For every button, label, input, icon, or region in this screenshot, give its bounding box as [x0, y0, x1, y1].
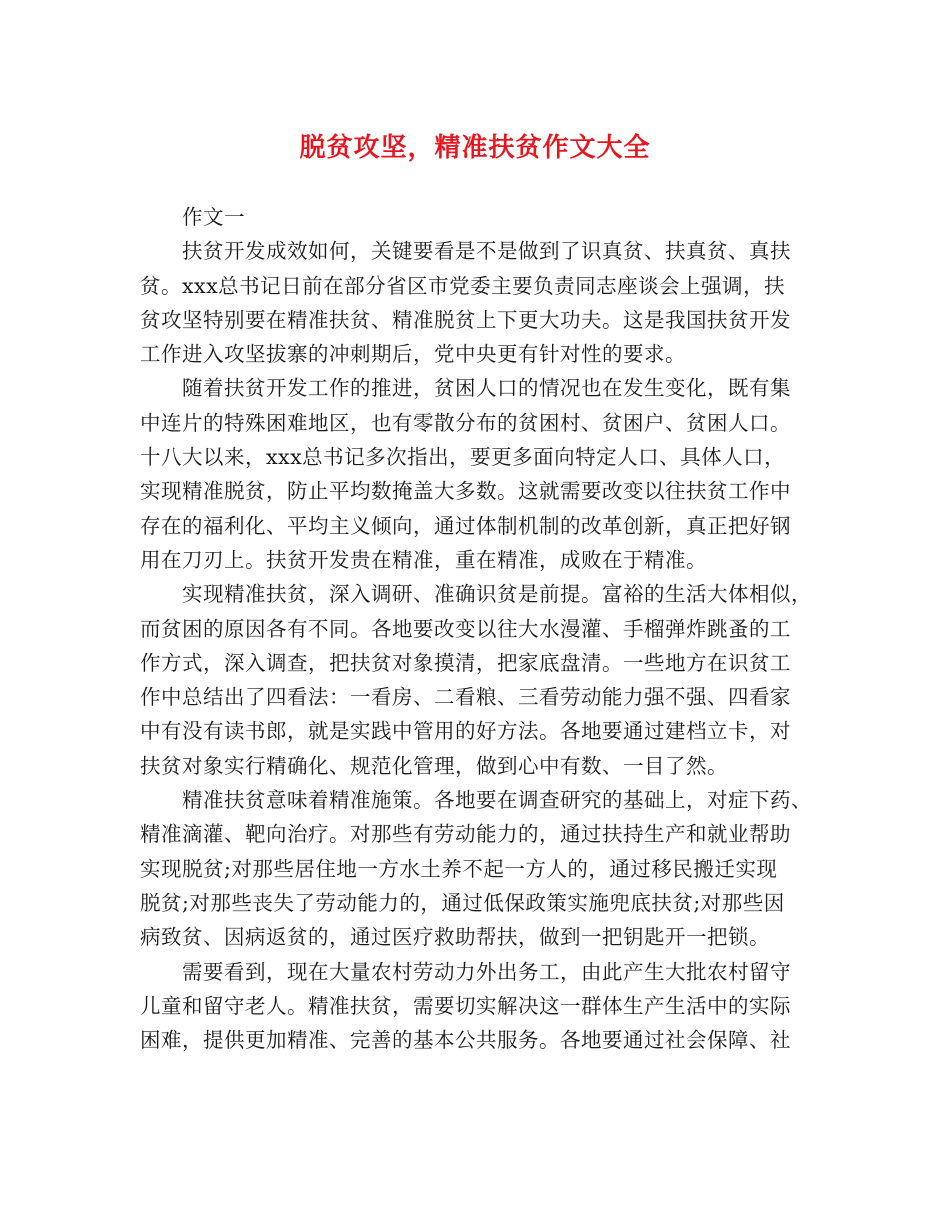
text-line: 困难，提供更加精准、完善的基本公共服务。各地要通过社会保障、社 — [140, 1028, 791, 1053]
text-line: 中连片的特殊困难地区，也有零散分布的贫困村、贫困户、贫困人口。 — [140, 410, 791, 435]
text-line: 实现精准脱贫，防止平均数掩盖大多数。这就需要改变以往扶贫工作中 — [140, 479, 791, 504]
text-line: 扶贫对象实行精确化、规范化管理，做到心中有数、一目了然。 — [140, 753, 728, 778]
text-line: 儿童和留守老人。精准扶贫，需要切实解决这一群体生产生活中的实际 — [140, 993, 791, 1018]
text-line: 存在的福利化、平均主义倾向，通过体制机制的改革创新，真正把好钢 — [140, 513, 791, 538]
text-line: 作文一 — [182, 205, 245, 229]
text-line: 随着扶贫开发工作的推进，贫困人口的情况也在发生变化，既有集 — [182, 376, 791, 401]
text-line: 用在刀刃上。扶贫开发贵在精准，重在精准，成败在于精准。 — [140, 547, 707, 572]
text-line: 实现脱贫;对那些居住地一方水土养不起一方人的，通过移民搬迁实现 — [140, 856, 778, 881]
text-line: 需要看到，现在大量农村劳动力外出务工，由此产生大批农村留守 — [182, 959, 791, 984]
document-title: 脱贫攻坚，精准扶贫作文大全 — [299, 133, 651, 163]
text-line: 精准扶贫意味着精准施策。各地要在调查研究的基础上，对症下药、 — [182, 788, 812, 813]
text-line: 作中总结出了四看法：一看房、二看粮、三看劳动能力强不强、四看家 — [140, 685, 791, 710]
text-line: 中有没有读书郎，就是实践中管用的好方法。各地要通过建档立卡，对 — [140, 719, 791, 744]
text-line: 十八大以来，xxx总书记多次指出，要更多面向特定人口、具体人口， — [140, 445, 786, 470]
text-line: 工作进入攻坚拔寨的冲刺期后，党中央更有针对性的要求。 — [140, 342, 686, 367]
text-line: 扶贫开发成效如何，关键要看是不是做到了识真贫、扶真贫、真扶 — [182, 239, 791, 264]
text-line: 病致贫、因病返贫的，通过医疗救助帮扶，做到一把钥匙开一把锁。 — [140, 925, 770, 950]
text-line: 贫。xxx总书记日前在部分省区市党委主要负责同志座谈会上强调，扶 — [140, 273, 786, 298]
text-line: 精准滴灌、靶向治疗。对那些有劳动能力的，通过扶持生产和就业帮助 — [140, 822, 791, 847]
text-line: 作方式，深入调查，把扶贫对象摸清，把家底盘清。一些地方在识贫工 — [140, 650, 791, 675]
text-line: 脱贫;对那些丧失了劳动能力的，通过低保政策实施兜底扶贫;对那些因 — [140, 890, 785, 915]
text-line: 而贫困的原因各有不同。各地要改变以往大水漫灌、手榴弹炸跳蚤的工 — [140, 616, 791, 641]
text-line: 贫攻坚特别要在精准扶贫、精准脱贫上下更大功夫。这是我国扶贫开发 — [140, 307, 791, 332]
text-line: 实现精准扶贫，深入调研、准确识贫是前提。富裕的生活大体相似， — [182, 582, 812, 607]
document-body — [140, 200, 820, 1057]
